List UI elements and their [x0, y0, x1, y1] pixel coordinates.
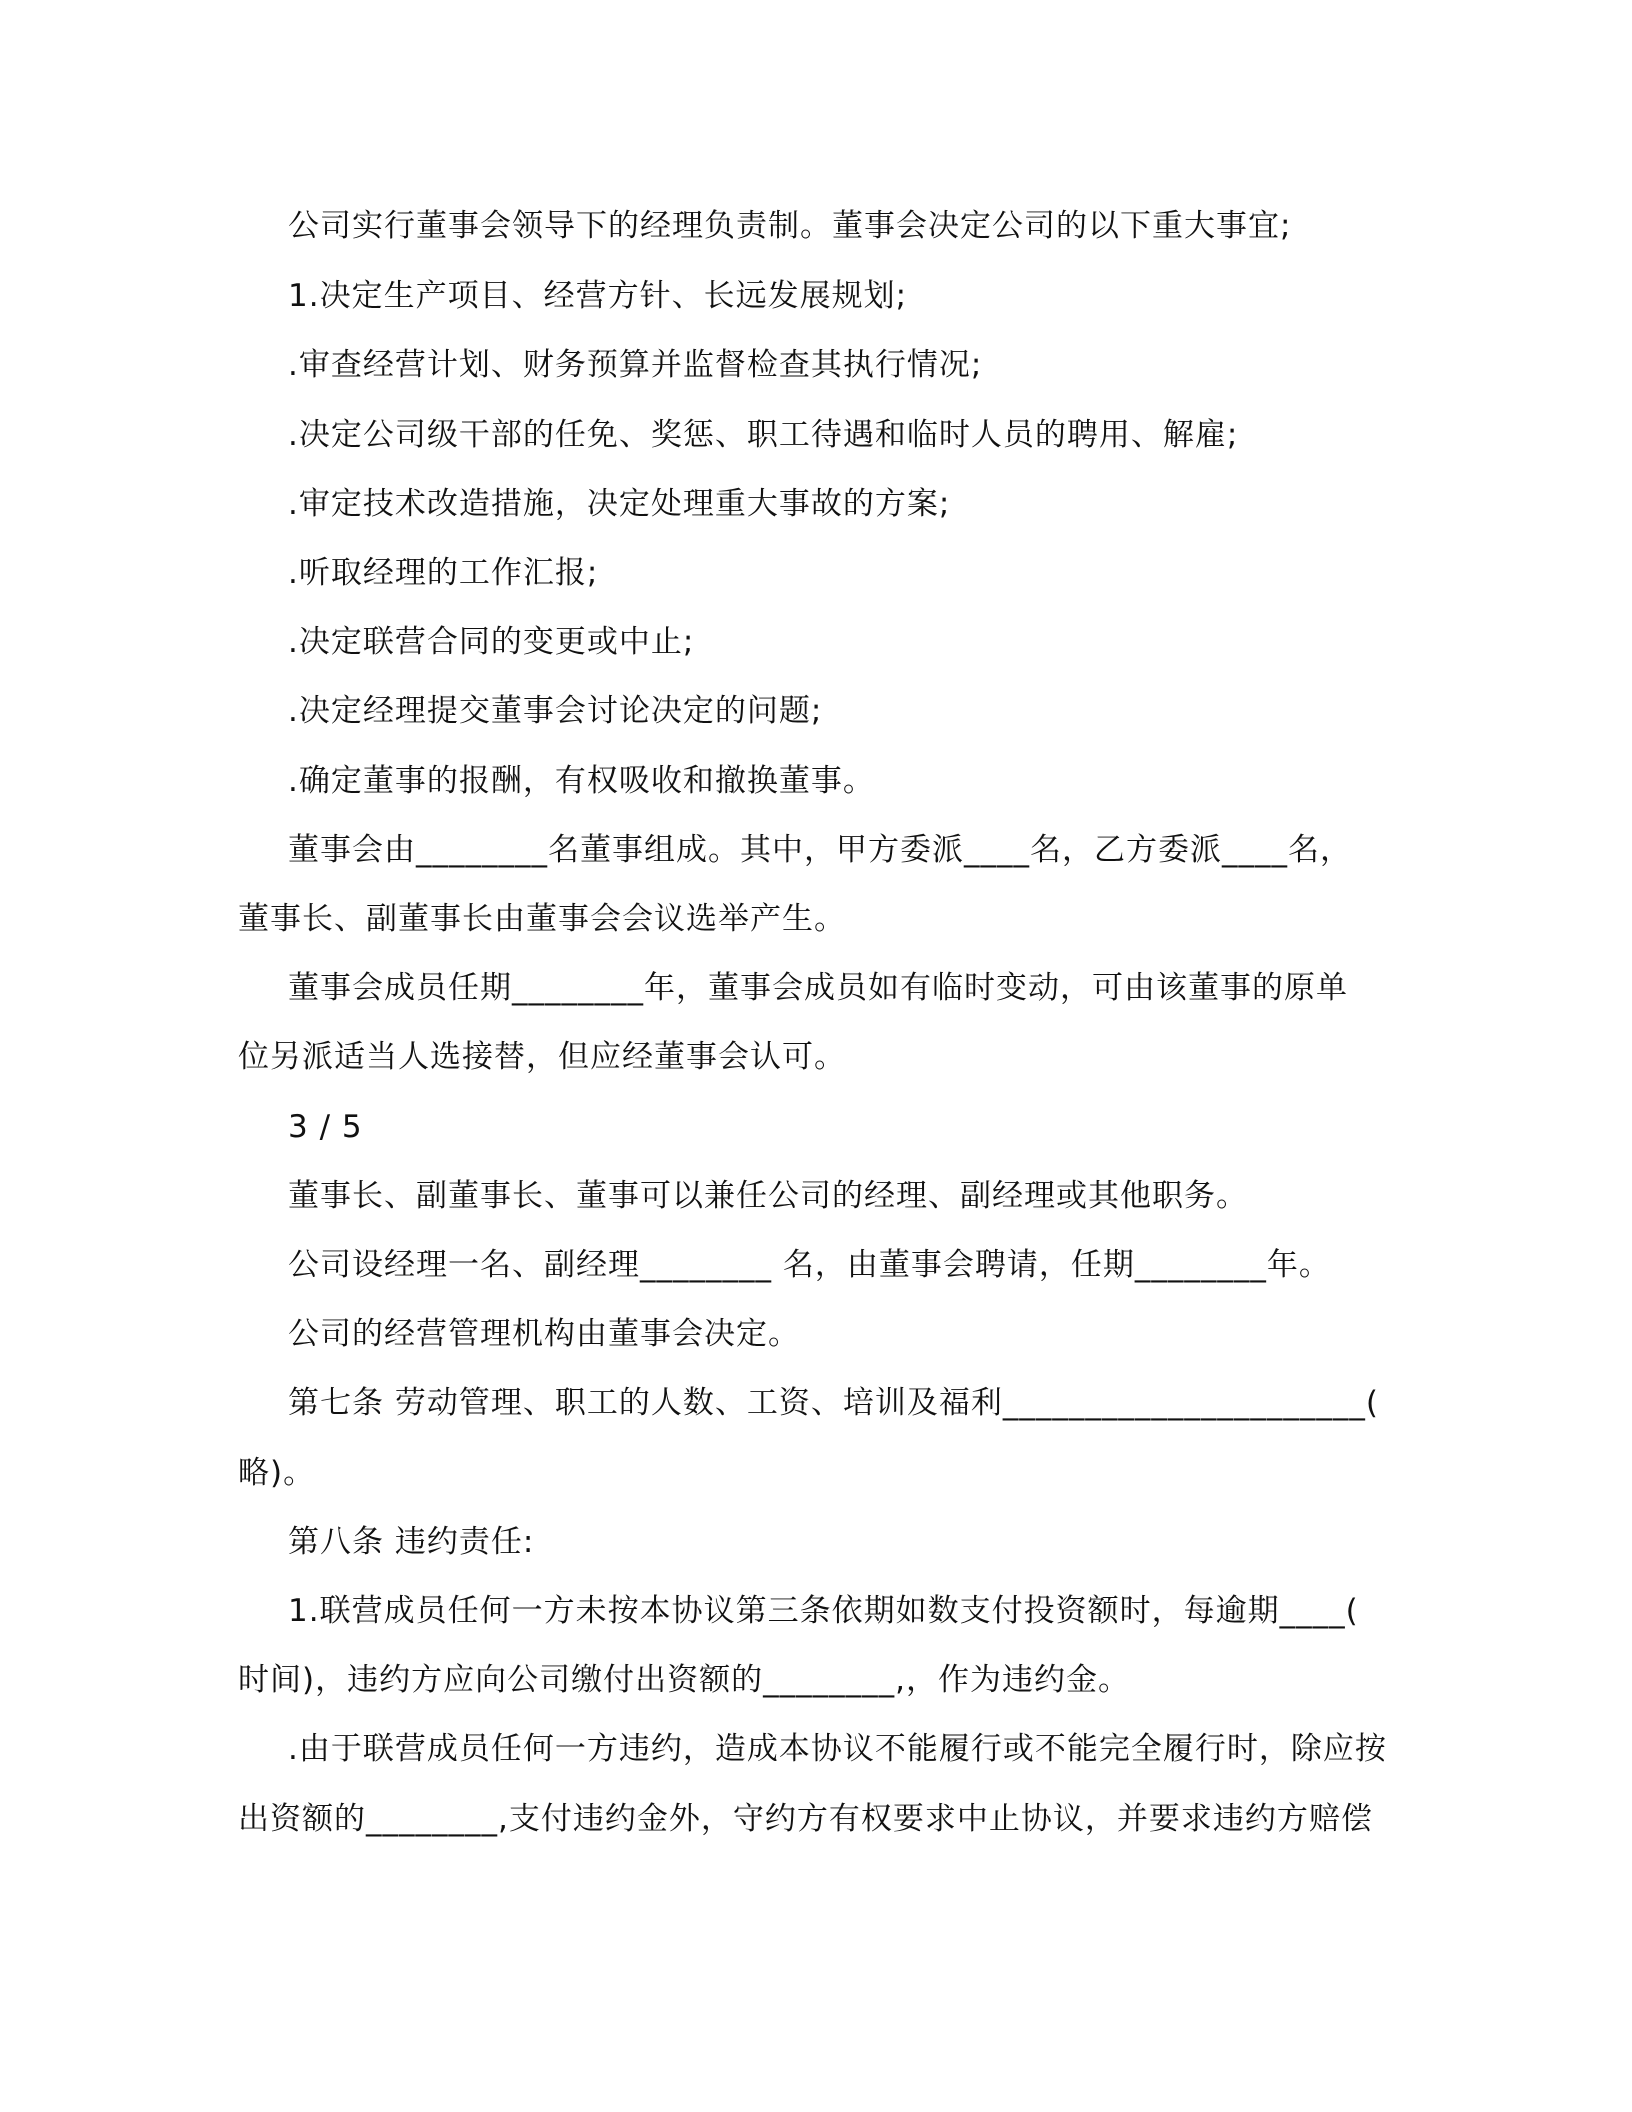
paragraph-line: 公司实行董事会领导下的经理负责制。董事会决定公司的以下重大事宜; [288, 208, 1292, 244]
paragraph-line: 董事会由________名董事组成。其中，甲方委派____名，乙方委派____名， [288, 832, 1352, 868]
paragraph-line: 略)。 [238, 1455, 316, 1491]
paragraph-line: 公司的经营管理机构由董事会决定。 [288, 1316, 800, 1352]
paragraph-line: 公司设经理一名、副经理________ 名，由董事会聘请，任期________年。 [288, 1247, 1331, 1283]
paragraph-line: 时间)，违约方应向公司缴付出资额的________,，作为违约金。 [238, 1662, 1130, 1698]
list-item: .决定联营合同的变更或中止; [288, 624, 695, 660]
paragraph-line: 董事长、副董事长由董事会会议选举产生。 [238, 901, 846, 937]
list-item: 1.联营成员任何一方未按本协议第三条依期如数支付投资额时，每逾期____( [288, 1593, 1359, 1629]
list-item: .审查经营计划、财务预算并监督检查其执行情况; [288, 347, 983, 383]
paragraph-line: 位另派适当人选接替，但应经董事会认可。 [238, 1039, 846, 1075]
list-item: .由于联营成员任何一方违约，造成本协议不能履行或不能完全履行时，除应按 [288, 1731, 1387, 1767]
paragraph-line: 董事长、副董事长、董事可以兼任公司的经理、副经理或其他职务。 [288, 1178, 1248, 1214]
list-item: .决定公司级干部的任免、奖惩、职工待遇和临时人员的聘用、解雇; [288, 417, 1239, 453]
list-item: 1.决定生产项目、经营方针、长远发展规划; [288, 278, 908, 314]
list-item: .决定经理提交董事会讨论决定的问题; [288, 693, 823, 729]
page-number: 3 / 5 [288, 1109, 363, 1145]
paragraph-line: 出资额的________,支付违约金外，守约方有权要求中止协议，并要求违约方赔偿 [238, 1801, 1373, 1837]
list-item: .审定技术改造措施，决定处理重大事故的方案; [288, 486, 951, 522]
list-item: .确定董事的报酬，有权吸收和撤换董事。 [288, 763, 875, 799]
list-item: .听取经理的工作汇报; [288, 555, 599, 591]
article-heading: 第八条 违约责任: [288, 1524, 535, 1560]
paragraph-line: 董事会成员任期________年，董事会成员如有临时变动，可由该董事的原单 [288, 970, 1348, 1006]
article-heading: 第七条 劳动管理、职工的人数、工资、培训及福利______________________( [288, 1385, 1379, 1421]
